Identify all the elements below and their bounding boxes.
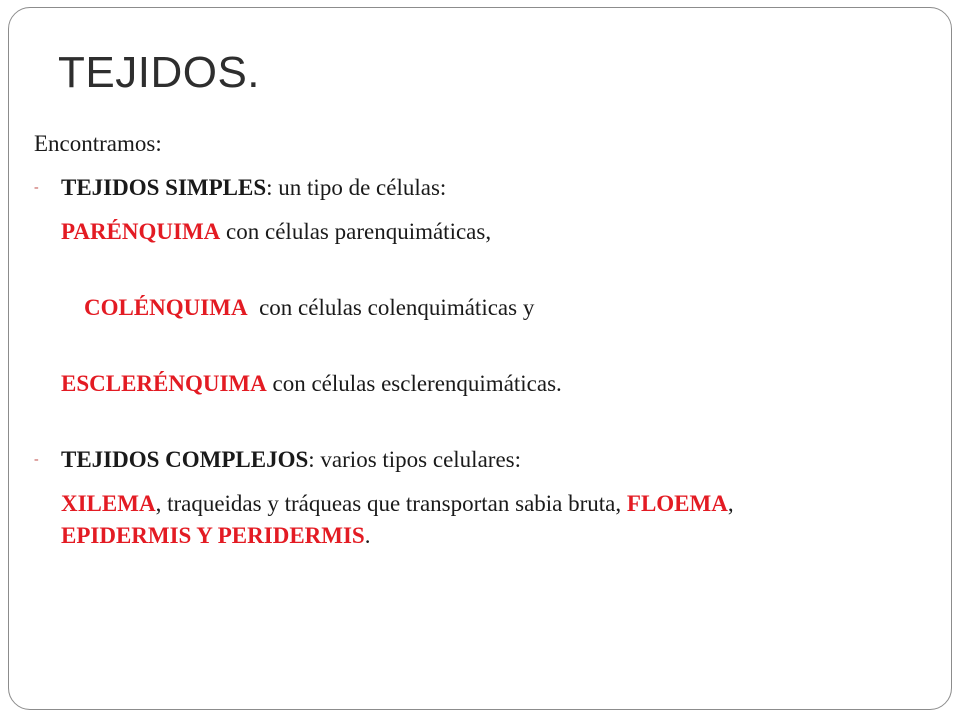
period: . <box>364 523 371 548</box>
xilema-term: XILEMA <box>61 491 156 516</box>
intro-text: Encontramos: <box>34 131 162 156</box>
complex-tissues-desc: : varios tipos celulares: <box>308 447 521 472</box>
parenquima-desc: con células parenquimáticas, <box>220 219 492 244</box>
xilema-desc: , traqueidas y tráqueas que transportan sabia bruta, <box>155 491 627 516</box>
bullet-dash: - <box>34 452 39 467</box>
simple-tissues-bullet <box>34 172 914 204</box>
colenquima-term: COLÉNQUIMA <box>84 295 248 320</box>
complex-tissues-bullet <box>34 444 914 476</box>
colenquima-line <box>34 260 914 356</box>
parenquima-term: PARÉNQUIMA <box>61 219 221 244</box>
parenquima-line <box>34 216 914 248</box>
epidermis-term: EPIDERMIS Y PERIDERMIS <box>61 523 365 548</box>
comma: , <box>727 491 734 516</box>
complex-tissues-detail <box>34 488 914 552</box>
colenquima-desc: con células colenquimáticas y <box>247 295 535 320</box>
simple-tissues-desc: : un tipo de células: <box>266 175 447 200</box>
slide-title: TEJIDOS. <box>58 48 261 97</box>
esclerenquima-desc: con células esclerenquimáticas. <box>266 371 562 396</box>
esclerenquima-line <box>34 368 914 400</box>
complex-tissues-heading: TEJIDOS COMPLEJOS <box>61 447 309 472</box>
bullet-dash: - <box>34 180 39 195</box>
floema-term: FLOEMA <box>626 491 728 516</box>
esclerenquima-term: ESCLERÉNQUIMA <box>61 371 267 396</box>
slide-body <box>34 128 914 552</box>
simple-tissues-heading: TEJIDOS SIMPLES <box>61 175 267 200</box>
